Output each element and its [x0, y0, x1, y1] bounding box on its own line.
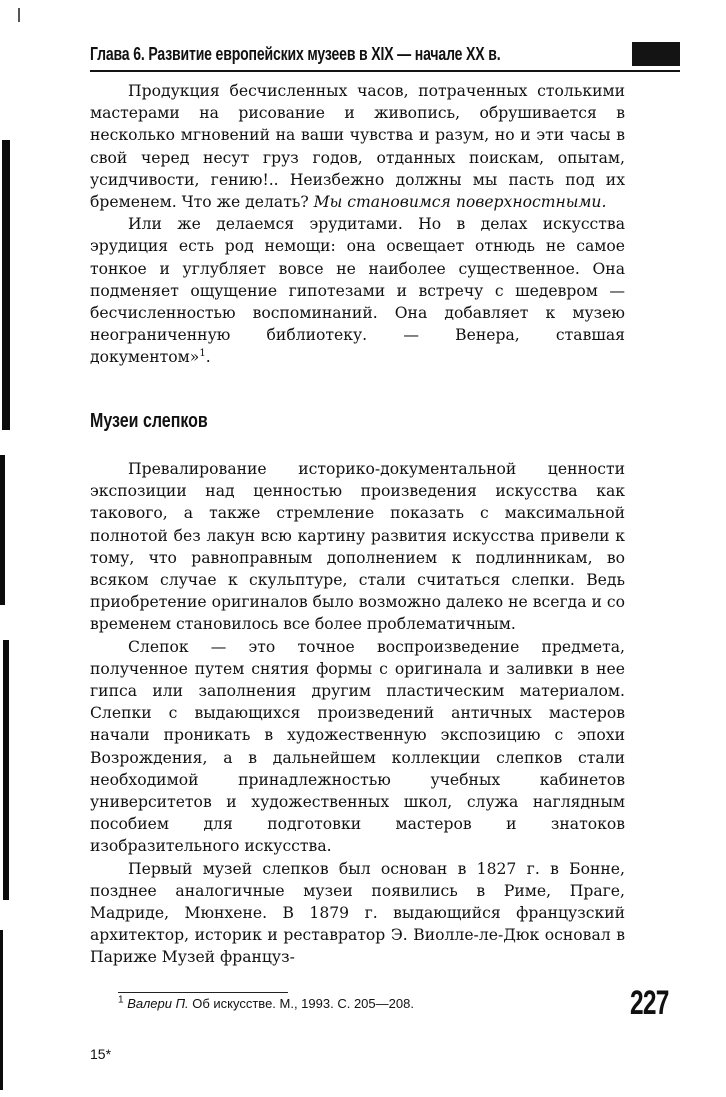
- footnote-author: Валери П.: [127, 996, 189, 1011]
- footnote-text: Об искусстве. М., 1993. С. 205—208.: [192, 996, 414, 1011]
- paragraph: Первый музей слепков был основан в 1827 г. в Бонне, позднее аналогичные музеи появились в Риме, Праге, Мадриде, Мюнхене. В 1879 г. выдающийся французский архитектор, историк и реставратор Э. Виолле-ле-Дюк основал в Париже Музей француз-: [90, 859, 625, 967]
- page-number: 227: [630, 984, 669, 1022]
- footnote-marker: 1: [118, 994, 124, 1006]
- paragraph: Превалирование историко-документальной ценности экспозиции над ценностью произведения искусства как такового, а также стремление показать с максимальной полнотой без лакун всю картину развития искусства привели к тому, что равноправным дополнением к подлинникам, во всяком случае к скульптуре, стали считаться слепки. Ведь приобретение оригиналов было возможно далеко не всегда и со временем становилось все более проблематичным.: [90, 460, 625, 634]
- text-block-before-heading: [90, 80, 625, 369]
- paragraph: [90, 80, 625, 213]
- paragraph-text: Или же делаемся эрудитами. Но в делах искусства эрудиция есть род немощи: она освещает отнюдь не самое тонкое и углубляет вовсе не наиболее существенное. Она подменяет ощущение гипотезами и встречу с шедевром — бесчисленностью воспоминаний. Она добавляет к музею неограниченную библиотеку. — Венера, ставшая документом»: [90, 215, 625, 367]
- section-heading: Музеи слепков: [90, 410, 208, 432]
- footnote-reference[interactable]: 1: [199, 348, 206, 360]
- scan-edge-shadow: [3, 640, 9, 900]
- scan-edge-shadow: [0, 930, 3, 1090]
- text-block-after-heading: [90, 458, 625, 969]
- running-head-title: Глава 6. Развитие европейских музеев в XIX — начале XX в.: [90, 44, 501, 64]
- signature-mark: 15*: [90, 1046, 112, 1062]
- scan-edge-mark: [18, 8, 20, 22]
- scan-edge-shadow: [0, 455, 5, 605]
- paragraph: Слепок — это точное воспроизведение предмета, полученное путем снятия формы с оригинала и заливки в нее гипса или заполнения другим пластическим материалом. Слепки с выдающихся произведений античных мастеров начали проникать в художественную экспозицию с эпохи Возрождения, а в дальнейшем коллекции слепков стали необходимой принадлежностью учебных кабинетов университетов и художественных школ, служа наглядным пособием для подготовки мастеров и знатоков изобразительного искусства.: [90, 637, 625, 856]
- footnote: [118, 996, 414, 1011]
- paragraph-italic-text: Мы становимся поверхностными.: [313, 193, 607, 212]
- paragraph: [90, 213, 625, 368]
- running-head-rule: [90, 70, 680, 72]
- footnote-rule: [118, 992, 288, 993]
- running-head: [90, 42, 680, 72]
- running-head-block: [632, 42, 680, 66]
- scan-edge-shadow: [2, 140, 10, 430]
- paragraph-text: Продукция бесчисленных часов, потраченных столькими мастерами на рисование и живопись, обрушивается в несколько мгновений на ваши чувства и разум, но и эти часы в свой черед несут груз годов, отданных поискам, опытам, усидчивости, гению!.. Неизбежно должны мы пасть под их бременем. Что же делать?: [90, 82, 625, 212]
- paragraph-text-end: .: [205, 348, 211, 367]
